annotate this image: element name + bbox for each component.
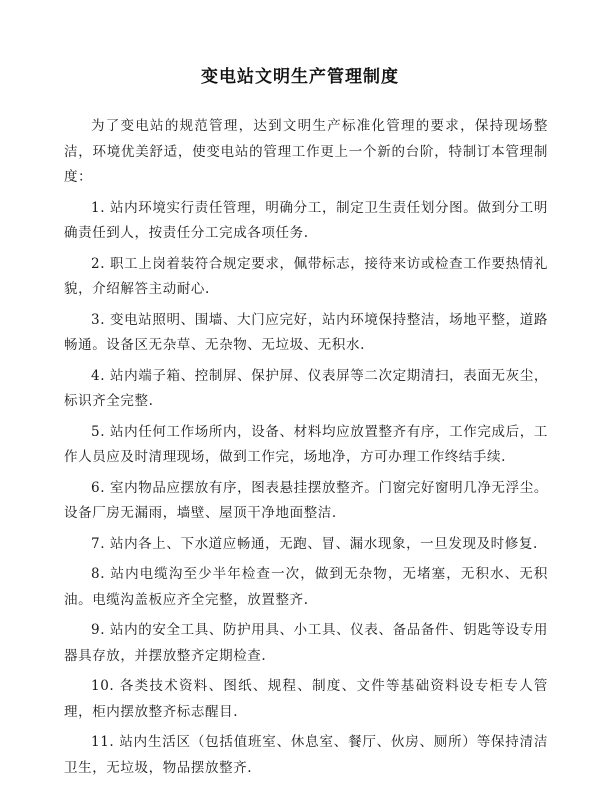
rule-item-5: 5. 站内任何工作场所内，设备、材料均应放置整齐有序，工作完成后，工作人员应及时清理现场，做到工作完，场地净，方可办理工作终结手续.	[64, 423, 548, 465]
rule-item-1: 1. 站内环境实行责任管理，明确分工，制定卫生责任划分图。做到分工明确责任到人，按责任分工完成各项任务.	[64, 199, 548, 241]
rule-item-2: 2. 职工上岗着装符合规定要求，佩带标志，接待来访或检查工作要热情礼貌，介绍解答主动耐心.	[64, 255, 548, 297]
document-body	[64, 114, 548, 786]
rule-item-6: 6. 室内物品应摆放有序，图表悬挂摆放整齐。门窗完好窗明几净无浮尘。设备厂房无漏雨，墙壁、屋顶干净地面整洁.	[64, 479, 548, 521]
rule-item-11: 11. 站内生活区（包括值班室、休息室、餐厅、伙房、厕所）等保持清洁卫生，无垃圾，物品摆放整齐.	[64, 734, 548, 776]
rule-item-3: 3. 变电站照明、围墙、大门应完好，站内环境保持整洁，场地平整，道路畅通。设备区无杂草、无杂物、无垃圾、无积水.	[64, 311, 548, 353]
rule-item-4: 4. 站内端子箱、控制屏、保护屏、仪表屏等二次定期清扫，表面无灰尘，标识齐全完整.	[64, 367, 548, 409]
intro-paragraph: 为了变电站的规范管理，达到文明生产标准化管理的要求，保持现场整洁，环境优美舒适，使变电站的管理工作更上一个新的台阶，特制订本管理制度：	[64, 118, 548, 185]
rule-item-9: 9. 站内的安全工具、防护用具、小工具、仪表、备品备件、钥匙等设专用器具存放，并摆放整齐定期检查.	[64, 622, 548, 664]
rule-item-10: 10. 各类技术资料、图纸、规程、制度、文件等基础资料设专柜专人管理，柜内摆放整齐标志醒目.	[64, 678, 548, 720]
rule-item-7: 7. 站内各上、下水道应畅通，无跑、冒、漏水现象，一旦发现及时修复.	[91, 535, 538, 552]
document-title: 变电站文明生产管理制度	[201, 67, 399, 87]
rule-item-8: 8. 站内电缆沟至少半年检查一次，做到无杂物，无堵塞，无积水、无积油。电缆沟盖板应齐全完整，放置整齐.	[64, 566, 548, 608]
